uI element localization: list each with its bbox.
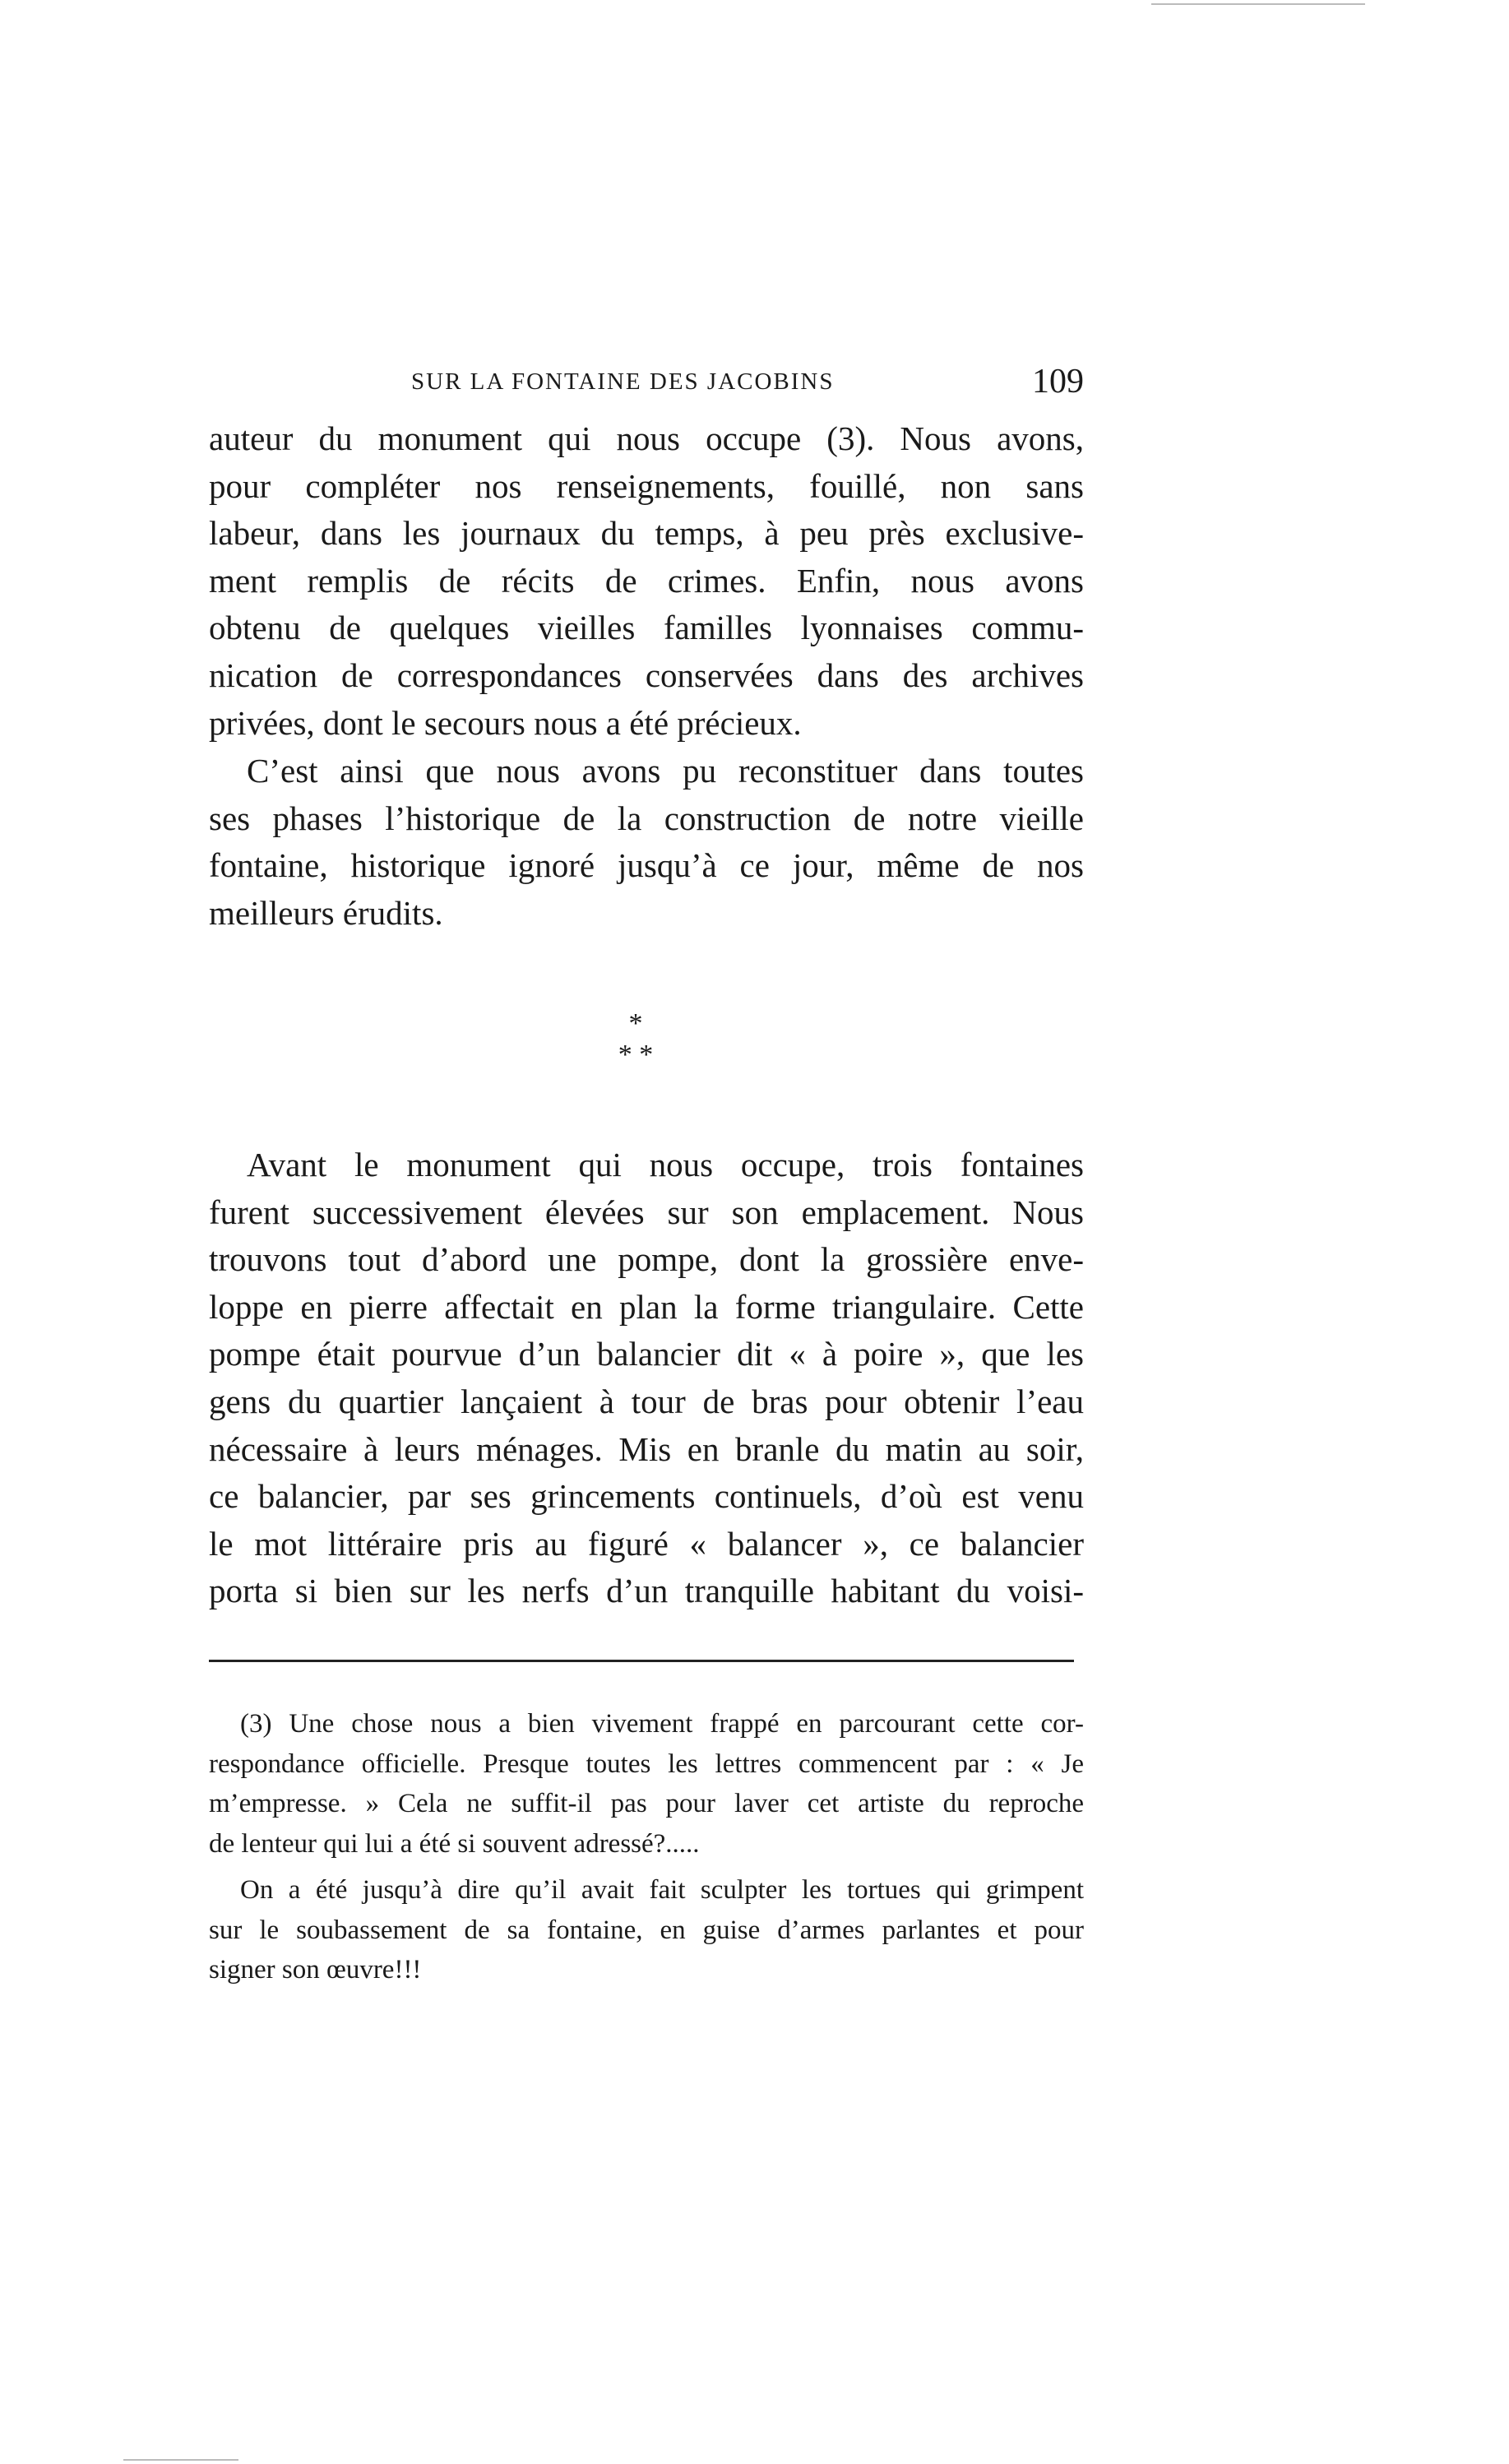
text-line: ses phases l’historique de la construction de notre vieille [209,799,1084,837]
text-line: Avant le monument qui nous occupe, trois fontaines [247,1146,1084,1183]
separator-star-top: * [628,1008,643,1039]
text-line: fontaine, historique ignoré jusqu’à ce jour, même de nos [209,846,1084,885]
text-line: meilleurs érudits. [209,893,443,932]
scan-edge-mark [1151,3,1365,5]
footnote-line: m’empresse. » Cela ne suffit-il pas pour laver cet artiste du reproche [209,1789,1084,1819]
running-head [209,362,1084,403]
text-line: auteur du monument qui nous occupe (3). Nous avons, [209,419,1084,457]
paragraph-2 [209,748,1084,937]
text-line: nécessaire à leurs ménages. Mis en branle du matin au soir, [209,1429,1084,1468]
text-line: nication de correspondances conservées dans des archives [209,655,1084,694]
page-number: 109 [1032,363,1084,401]
footnote-3 [209,1704,1084,1864]
scan-edge-mark [123,2459,238,2461]
text-line: privées, dont le secours nous a été précieux. [209,703,802,742]
text-line: pour compléter nos renseignements, fouillé, non sans [209,466,1084,505]
footnote-line: de lenteur qui lui a été si souvent adressé?..... [209,1828,700,1859]
footnote-line: (3) Une chose nous a bien vivement frappé en parcourant cette cor- [240,1709,1084,1739]
text-line: trouvons tout d’abord une pompe, dont la grossière enve- [209,1240,1084,1279]
footnote-line: On a été jusqu’à dire qu’il avait fait sculpter les tortues qui grimpent [240,1875,1084,1905]
footnote-line: respondance officielle. Presque toutes les lettres commencent par : « Je [209,1748,1084,1779]
footnote-3-continued [209,1870,1084,1990]
text-line: furent successivement élevées sur son emplacement. Nous [209,1193,1084,1231]
text-line: pompe était pourvue d’un balancier dit « à poire », que les [209,1335,1084,1373]
text-line: porta si bien sur les nerfs d’un tranquille habitant du voisi- [209,1572,1084,1610]
text-line: obtenu de quelques vieilles familles lyonnaises commu- [209,609,1084,647]
separator-stars-bottom: * * [618,1040,654,1070]
text-line: ce balancier, par ses grincements continuels, d’où est venu [209,1477,1084,1516]
text-line: labeur, dans les journaux du temps, à peu près exclusive- [209,514,1084,553]
text-line: ment remplis de récits de crimes. Enfin, nous avons [209,561,1084,600]
footnote-line: signer son œuvre!!! [209,1955,422,1985]
text-line: loppe en pierre affectait en plan la forme triangulaire. Cette [209,1287,1084,1326]
running-head-title: SUR LA FONTAINE DES JACOBINS [411,368,835,395]
paragraph-3 [209,1142,1084,1615]
footnote-line: sur le soubassement de sa fontaine, en guise d’armes parlantes et pour [209,1915,1084,1945]
footnote-rule [209,1660,1074,1662]
text-line: gens du quartier lançaient à tour de bras pour obtenir l’eau [209,1382,1084,1420]
section-separator [599,1008,673,1071]
text-line: le mot littéraire pris au figuré « balancer », ce balancier [209,1524,1084,1563]
text-line: C’est ainsi que nous avons pu reconstituer dans toutes [247,752,1084,790]
paragraph-1 [209,415,1084,747]
